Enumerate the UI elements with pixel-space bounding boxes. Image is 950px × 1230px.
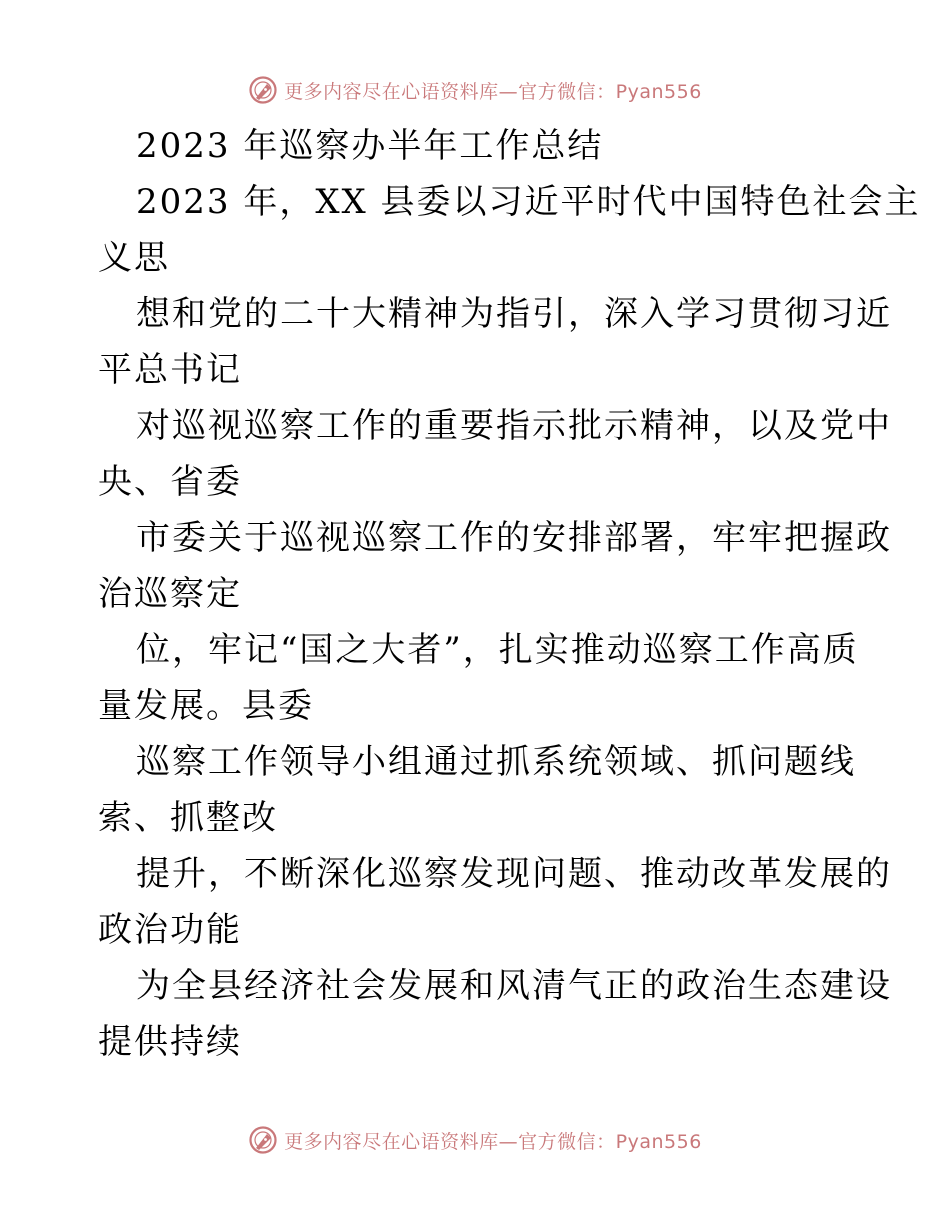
watermark-text: 更多内容尽在心语资料库—官方微信：Pyan556: [284, 80, 702, 103]
paragraph-line: 索、抓整改: [98, 798, 278, 838]
paragraph-line: 2023 年，XX 县委以习近平时代中国特色社会主: [136, 182, 921, 222]
paragraph-line: 提供持续: [98, 1022, 242, 1062]
watermark-text: 更多内容尽在心语资料库—官方微信：Pyan556: [284, 1130, 702, 1153]
paragraph-line: 治巡察定: [98, 574, 242, 614]
pen-nib-logo-icon: [248, 1125, 278, 1155]
paragraph-line: 巡察工作领导小组通过抓系统领域、抓问题线: [136, 742, 856, 782]
document-body: [98, 118, 921, 1070]
header-watermark: [0, 70, 950, 110]
footer-watermark: [0, 1120, 950, 1160]
paragraph-line: 央、省委: [98, 462, 242, 502]
pen-nib-logo-icon: [248, 75, 278, 105]
paragraph-line: 量发展。县委: [98, 686, 314, 726]
paragraph-line: 提升，不断深化巡察发现问题、推动改革发展的: [136, 854, 892, 894]
paragraph-line: 想和党的二十大精神为指引，深入学习贯彻习近: [136, 294, 892, 334]
paragraph-line: 市委关于巡视巡察工作的安排部署，牢牢把握政: [136, 518, 892, 558]
paragraph-line: 平总书记: [98, 350, 242, 390]
paragraph-line: 对巡视巡察工作的重要指示批示精神，以及党中: [136, 406, 892, 446]
paragraph-line: 位，牢记“国之大者”，扎实推动巡察工作高质: [136, 630, 859, 670]
document-title: 2023 年巡察办半年工作总结: [136, 126, 604, 166]
paragraph-line: 义思: [98, 238, 170, 278]
paragraph-line: 为全县经济社会发展和风清气正的政治生态建设: [136, 966, 892, 1006]
paragraph-line: 政治功能: [98, 910, 242, 950]
